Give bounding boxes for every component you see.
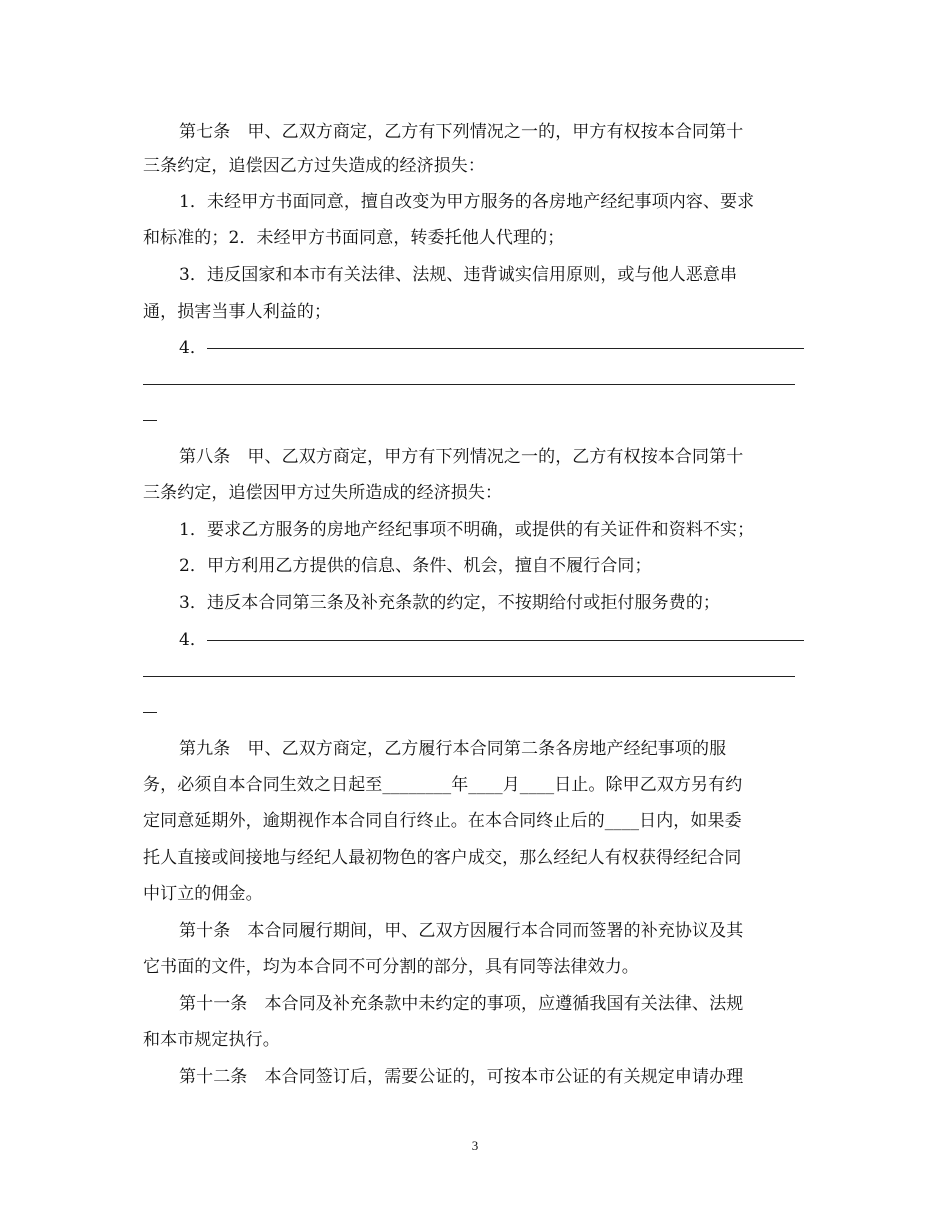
article-7-item-3: 3．违反国家和本市有关法律、法规、违背诚实信用原则，或与他人恶意串 — [179, 265, 738, 285]
article-8-item-1: 1．要求乙方服务的房地产经纪事项不明确，或提供的有关证件和资料不实； — [179, 520, 755, 540]
article-7-item-4: 4． — [179, 338, 208, 358]
article-8-item-4: 4． — [179, 630, 208, 650]
page-number: 3 — [471, 1138, 479, 1153]
fill-in-blank-line — [143, 676, 795, 677]
article-9-line-4: 托人直接或间接地与经纪人最初物色的客户成交，那么经纪人有权获得经纪合同 — [143, 848, 742, 868]
article-7-item-1-cont: 和标准的；2．未经甲方书面同意，转委托他人代理的； — [143, 228, 565, 248]
article-12-line-1: 第十二条 本合同签订后，需要公证的，可按本市公证的有关规定申请办理 — [179, 1067, 744, 1087]
fill-in-blank-dash — [143, 712, 157, 713]
fill-in-blank-line — [143, 384, 795, 385]
article-9-line-5: 中订立的佣金。 — [143, 884, 263, 904]
article-9-line-3: 定同意延期外，逾期视作本合同自行终止。在本合同终止后的____日内，如果委 — [143, 811, 742, 831]
article-8-item-2: 2．甲方利用乙方提供的信息、条件、机会，擅自不履行合同； — [179, 556, 652, 576]
article-10-line-1: 第十条 本合同履行期间，甲、乙双方因履行本合同而签署的补充协议及其 — [179, 921, 744, 941]
article-8-item-3: 3．违反本合同第三条及补充条款的约定，不按期给付或拒付服务费的； — [179, 593, 721, 613]
article-8-line-2: 三条约定，追偿因甲方过失所造成的经济损失： — [143, 483, 503, 503]
article-7-item-3-cont: 通，损害当事人利益的； — [143, 302, 332, 322]
article-8-line-1: 第八条 甲、乙双方商定，甲方有下列情况之一的，乙方有权按本合同第十 — [179, 447, 744, 467]
fill-in-blank-line — [207, 640, 804, 641]
article-11-line-1: 第十一条 本合同及补充条款中未约定的事项，应遵循我国有关法律、法规 — [179, 994, 744, 1014]
fill-in-blank-line — [207, 348, 804, 349]
article-7-line-1: 第七条 甲、乙双方商定，乙方有下列情况之一的，甲方有权按本合同第十 — [179, 122, 744, 142]
article-9-line-2: 务，必须自本合同生效之日起至________年____月____日止。除甲乙双方另有约 — [143, 775, 743, 795]
article-7-line-2: 三条约定，追偿因乙方过失造成的经济损失： — [143, 156, 485, 176]
article-11-line-2: 和本市规定执行。 — [143, 1030, 280, 1050]
fill-in-blank-dash — [143, 420, 157, 421]
article-9-line-1: 第九条 甲、乙双方商定，乙方履行本合同第二条各房地产经纪事项的服 — [179, 739, 727, 759]
article-10-line-2: 它书面的文件，均为本合同不可分割的部分，具有同等法律效力。 — [143, 957, 639, 977]
article-7-item-1: 1．未经甲方书面同意，擅自改变为甲方服务的各房地产经纪事项内容、要求 — [179, 192, 755, 212]
